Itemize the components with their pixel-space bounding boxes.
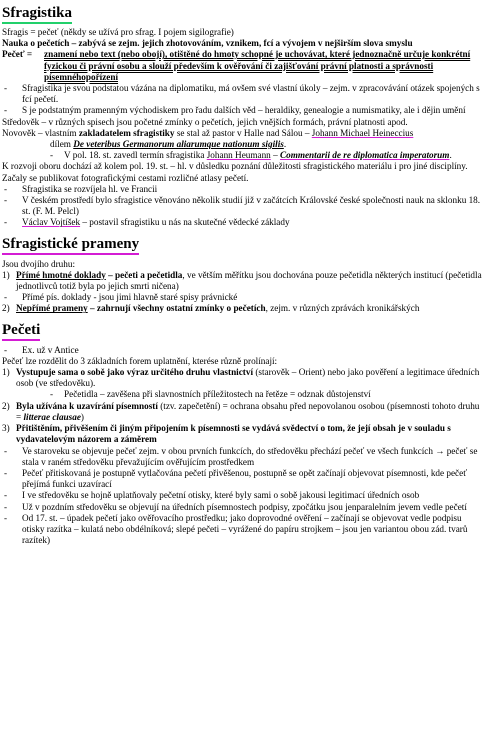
list-item: - Sfragistika je svou podstatou vázána na diplomatiku, má ovšem své vlastní úkoly – zejm. v zpracovávání otázek spojených s fcí pečetí. xyxy=(4,83,480,105)
list-item: 1) Vystupuje sama o sobě jako výraz určitého druhu vlastnictví (starověk – Orient) nebo jako pověření a legitimace úředních osob (ve středověku). xyxy=(2,367,480,389)
list-item: - Václav Vojtíšek – postavil sfragistiku u nás na skutečné vědecké základy xyxy=(4,217,290,228)
heading-sfragisticke-prameny: Sfragistické prameny xyxy=(2,235,139,255)
list-item: - I ve středověku se hojně uplatňovaly pečetní otisky, které byly sami o sobě jakousi legitimací úředních osob xyxy=(4,490,420,501)
prameny-intro: Jsou dvojího druhu: xyxy=(2,258,75,269)
novovek-text: Novověk – vlastním zakladatelem sfragistiky se stal až pastor v Halle nad Sálou – Johann Michael Heineccius xyxy=(2,127,414,138)
pecet-definition-text: znamení nebo text (nebo obojí), otištěné do hmoty schopné je uchovávat, které jednoznačně určuje konkrétní fyzickou či právní osobu a slouží především k ověřování či zajišťování právní platnosti a správnosti písemnéhopořízení xyxy=(44,49,471,82)
pecet-label: Pečeť = xyxy=(2,49,33,60)
peceti-intro: Pečeť lze rozdělit do 3 základních forem uplatnění, kterése různě prolínají: xyxy=(2,355,278,366)
rozvoj-text: K rozvoji oboru dochází až kolem pol. 19. st. – hl. v důsledku poznání důležitosti sfragistického materiálu i pro jiné disciplíny. Začaly se publikovat fotografickými cestami rozličné atlasy pečetí. xyxy=(2,161,468,183)
stredovek-text: Středověk – v různých spisech jsou početné zmínky o pečetích, jejich vnějších formách, právní platnosti apod. xyxy=(2,116,408,127)
list-item: - Od 17. st. – úpadek pečetí jako ověřovacího prostředku; jako doprovodné ověření – začínají se objevovat vedle podpisu otisky razítka – kulatá nebo obdélníková; slepé pečeti – vyrážené do papíru strojkem – jsou jen variantou obou zád. tvarů razítek) xyxy=(4,512,468,546)
list-item: - Už v pozdním středověku se objevují na úředních písemnostech podpisy, zpočátku jsou jenparalelním jevem vedle pečetí xyxy=(4,501,467,512)
list-item: - Pečeť přitiskovaná je postupně vytlačována pečetí přivěšenou, postupně se opět začínají objevovat písemnosti, kde pečeť přejímá funkci uzavírací xyxy=(4,467,468,490)
heading-peceti: Pečeti xyxy=(2,321,40,341)
list-item: 1) Přímé hmotné doklady – pečeti a pečetidla, ve větším měřítku jsou dochována pouze pečetidla některých institucí (pečetidla jednotlivců totiž byla po jejich smrti ničena) xyxy=(2,269,482,292)
list-item: 2) Nepřímé prameny – zahrnují všechny ostatní zmínky o pečetích, zejm. v různých zprávách kronikářských xyxy=(2,303,420,314)
vojtisek-name: Václav Vojtíšek xyxy=(22,217,81,228)
list-item: - V pol. 18. st. zavedl termín sfragistika Johann Heumann – Commentarii de re diplomatica imperatorum. xyxy=(50,150,452,161)
science-definition: Nauka o pečetích – zabývá se zejm. jejich zhotovováním, vznikem, fcí a vývojem v nejširším slova smyslu xyxy=(2,38,413,49)
dilem-text: dílem De veteribus Germanorum aliarumque nationum sigilis. xyxy=(50,139,287,150)
list-item: - S je podstatným pramenným východiskem pro řadu dalších věd – heraldiky, genealogie a numismatiky, ale i dějin umění xyxy=(4,105,466,116)
list-item: - Ve staroveku se objevuje pečeť zejm. v obou prvních funkcích, do středověku přechází pečeť ve všech funkcích → pečeť se stala v raném středověku převažujícím ověřujícím prostředkem xyxy=(4,445,478,467)
list-item: 2) Byla užívána k uzavírání písemností (tzv. zapečetění) = ochrana obsahu před nepovolanou osobou (písemnosti tohoto druhu = litterae clausae) xyxy=(2,400,480,422)
list-item: - Ex. už v Antice xyxy=(4,344,79,355)
definition-sfragis: Sfragis = pečeť (někdy se užívá pro sfrag. I pojem sigilografie) xyxy=(2,27,234,37)
list-item: - Sfragistika se rozvíjela hl. ve Francii xyxy=(4,183,158,194)
pecet-definition xyxy=(2,49,485,83)
list-item: - Přímé pís. doklady - jsou jimi hlavně staré spisy právnické xyxy=(4,292,238,303)
heading-sfragistika: Sfragistika xyxy=(2,4,72,24)
list-item: - V českém prostředí bylo sfragistice věnováno několik studií již v začátcích Královské české společnosti nauk na sklonku 18. st. (F. M. Pelcl) xyxy=(4,195,481,217)
list-item: 3) Přitištěním, přivěšením či jiným připojením k písemnosti se vydává svědectví o tom, že její obsah je v souladu s vydavatelovým názorem a záměrem xyxy=(2,423,451,445)
heineccius-name: Johann Michael Heineccius xyxy=(311,127,414,138)
list-item: - Pečetidla – zavěšena při slavnostních příležitostech na řetěze = odznak důstojenství xyxy=(50,389,371,400)
